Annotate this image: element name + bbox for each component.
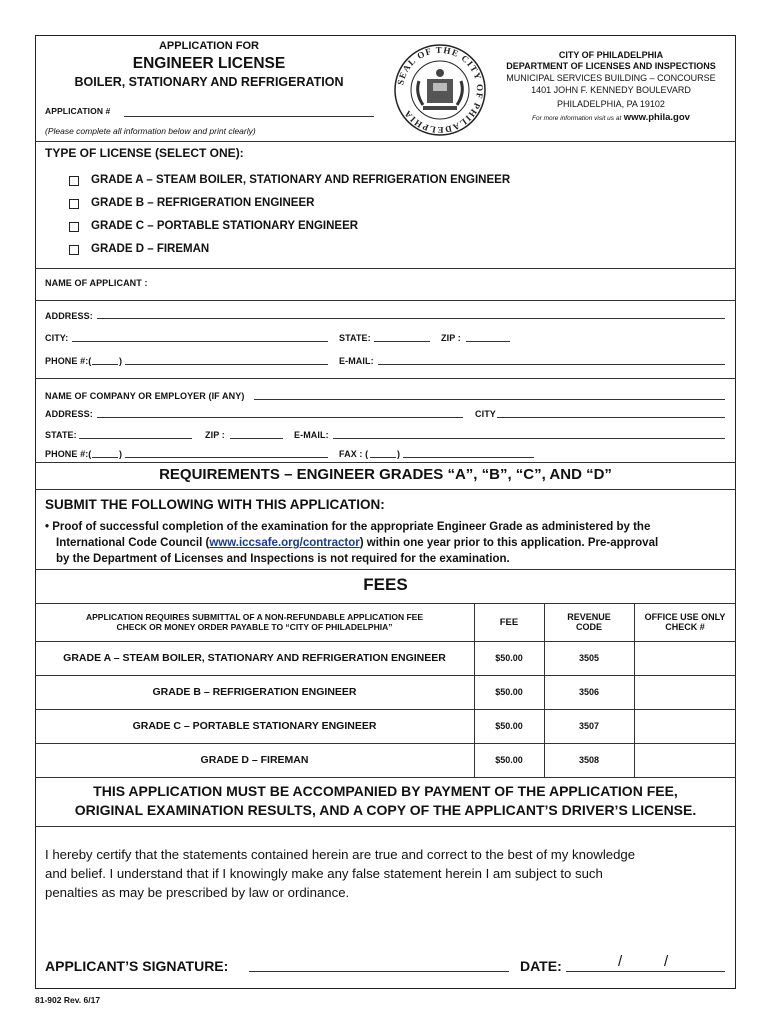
applicant-zip-label: ZIP : <box>441 333 461 343</box>
employer-fax-label: FAX : ( <box>339 449 369 459</box>
applicant-state-field[interactable] <box>374 341 430 342</box>
date-separator: / <box>618 953 623 970</box>
divider <box>35 268 736 269</box>
requirement-line2-pre: International Code Council ( <box>56 537 210 549</box>
city-state-zip: PHILADELPHIA, PA 19102 <box>557 99 665 109</box>
fees-header-office-line2: CHECK # <box>665 622 705 632</box>
fees-header-desc-line1: APPLICATION REQUIRES SUBMITTAL OF A NON-REFUNDABLE APPLICATION FEE <box>85 612 423 622</box>
grade-b-checkbox[interactable] <box>69 199 79 209</box>
divider <box>35 141 736 142</box>
department-name: DEPARTMENT OF LICENSES AND INSPECTIONS <box>506 61 716 71</box>
applicant-email-label: E-MAIL: <box>339 356 374 366</box>
employer-fax-area-field[interactable] <box>370 457 396 458</box>
grade-c-checkbox[interactable] <box>69 222 79 232</box>
divider <box>35 826 736 827</box>
signature-field[interactable] <box>249 971 509 972</box>
street-address: 1401 JOHN F. KENNEDY BOULEVARD <box>531 85 691 95</box>
fee-row-check-field[interactable] <box>634 709 736 743</box>
grade-b-option: GRADE B – REFRIGERATION ENGINEER <box>91 197 315 209</box>
application-number-label: APPLICATION # <box>45 106 111 116</box>
fee-row-grade: GRADE B – REFRIGERATION ENGINEER <box>152 686 357 698</box>
notice-line2: ORIGINAL EXAMINATION RESULTS, AND A COPY OF THE APPLICANT’S DRIVER’S LICENSE. <box>74 802 697 818</box>
applicant-phone-close: ) <box>119 356 123 366</box>
notice-line1: THIS APPLICATION MUST BE ACCOMPANIED BY PAYMENT OF THE APPLICATION FEE, <box>93 783 678 799</box>
requirements-heading: REQUIREMENTS – ENGINEER GRADES “A”, “B”, “C”, AND “D” <box>159 466 612 483</box>
city-name: CITY OF PHILADELPHIA <box>558 50 664 60</box>
info-prefix: For more information visit us at <box>532 115 622 122</box>
fees-header-revenue-line2: CODE <box>575 622 602 632</box>
fee-row-amount: $50.00 <box>495 755 523 765</box>
license-type-heading: TYPE OF LICENSE (SELECT ONE): <box>45 146 244 160</box>
svg-text:SEAL OF THE CITY OF PHILADELPH: SEAL OF THE CITY OF PHILADELPHIA <box>395 44 486 136</box>
building-name: MUNICIPAL SERVICES BUILDING – CONCOURSE <box>506 73 716 83</box>
form-subtitle: BOILER, STATIONARY AND REFRIGERATION <box>74 75 344 89</box>
fee-row-check-field[interactable] <box>634 675 736 709</box>
applicant-state-label: STATE: <box>339 333 371 343</box>
employer-phone-area-field[interactable] <box>92 457 118 458</box>
website-link[interactable]: www.phila.gov <box>623 112 690 123</box>
employer-email-field[interactable] <box>333 438 725 439</box>
date-field[interactable] <box>566 971 725 972</box>
divider <box>35 300 736 301</box>
employer-phone-label: PHONE #:( <box>45 449 92 459</box>
requirement-line1: Proof of successful completion of the examination for the appropriate Engineer Grade as administered by the <box>52 521 651 533</box>
applicant-address-field[interactable] <box>97 318 725 319</box>
bullet-icon: • <box>45 521 50 533</box>
fees-heading: FEES <box>363 575 408 594</box>
form-title: ENGINEER LICENSE <box>132 55 286 72</box>
info-line <box>490 112 732 123</box>
date-label: DATE: <box>520 958 562 974</box>
employer-city-field[interactable] <box>497 417 725 418</box>
submit-heading: SUBMIT THE FOLLOWING WITH THIS APPLICATION: <box>45 497 385 512</box>
applicant-city-field[interactable] <box>72 341 328 342</box>
fee-row-code: 3507 <box>578 721 600 731</box>
grade-d-option: GRADE D – FIREMAN <box>91 243 210 255</box>
divider <box>35 777 736 778</box>
certification-line3: penalties as may be prescribed by law or ordinance. <box>45 885 350 900</box>
employer-address-label: ADDRESS: <box>45 409 93 419</box>
fees-header-office <box>634 603 736 641</box>
certification-line2: and belief. I understand that if I knowingly make any false statement herein I am subject to such <box>45 866 603 881</box>
applicant-email-field[interactable] <box>378 364 725 365</box>
grade-a-checkbox[interactable] <box>69 176 79 186</box>
form-number: 81-902 Rev. 6/17 <box>35 995 101 1005</box>
applicant-phone-field[interactable] <box>125 364 328 365</box>
fee-row-grade: GRADE C – PORTABLE STATIONARY ENGINEER <box>132 720 377 732</box>
fees-header-revenue-line1: REVENUE <box>567 612 611 622</box>
requirement-line3: by the Department of Licenses and Inspections is not required for the examination. <box>56 553 510 565</box>
applicant-zip-field[interactable] <box>466 341 510 342</box>
requirement-line2-post: ) within one year prior to this application. Pre-approval <box>359 537 659 549</box>
fees-header-revenue <box>544 603 634 641</box>
fee-row-grade: GRADE D – FIREMAN <box>200 754 309 766</box>
date-separator: / <box>664 953 669 970</box>
company-name-field[interactable] <box>254 399 725 400</box>
employer-fax-field[interactable] <box>403 457 534 458</box>
applicant-city-label: CITY: <box>45 333 69 343</box>
requirement-bullet <box>45 521 650 533</box>
divider <box>35 462 736 463</box>
applicant-name-label: NAME OF APPLICANT : <box>45 278 148 288</box>
application-number-field[interactable] <box>124 116 374 117</box>
requirement-line2 <box>56 537 658 549</box>
application-for-label: APPLICATION FOR <box>158 40 259 52</box>
employer-address-field[interactable] <box>97 417 463 418</box>
divider <box>35 489 736 490</box>
employer-state-label: STATE: <box>45 430 77 440</box>
applicant-phone-area-field[interactable] <box>92 364 118 365</box>
fees-header-description <box>35 603 474 641</box>
certification-line1: I hereby certify that the statements contained herein are true and correct to the best of my knowledge <box>45 847 636 862</box>
city-seal-icon <box>393 43 487 137</box>
fee-row-code: 3506 <box>578 687 600 697</box>
fee-row-amount: $50.00 <box>495 653 523 663</box>
divider <box>35 378 736 379</box>
iccsafe-link[interactable]: www.iccsafe.org/contractor <box>209 537 360 549</box>
grade-d-checkbox[interactable] <box>69 245 79 255</box>
instruction-text: (Please complete all information below and print clearly) <box>45 126 256 136</box>
employer-phone-field[interactable] <box>125 457 328 458</box>
grade-a-option: GRADE A – STEAM BOILER, STATIONARY AND REFRIGERATION ENGINEER <box>91 174 511 186</box>
fees-header-desc-line2: CHECK OR MONEY ORDER PAYABLE TO “CITY OF PHILADELPHIA” <box>116 622 393 632</box>
signature-label: APPLICANT’S SIGNATURE: <box>45 958 229 974</box>
company-name-label: NAME OF COMPANY OR EMPLOYER (IF ANY) <box>45 391 245 401</box>
employer-state-field[interactable] <box>79 438 192 439</box>
fee-row-amount: $50.00 <box>495 687 523 697</box>
divider <box>35 569 736 570</box>
fee-row-grade: GRADE A – STEAM BOILER, STATIONARY AND REFRIGERATION ENGINEER <box>63 652 446 664</box>
fees-header-office-line1: OFFICE USE ONLY <box>644 612 726 622</box>
applicant-phone-label: PHONE #:( <box>45 356 92 366</box>
employer-city-label: CITY <box>475 409 496 419</box>
employer-zip-field[interactable] <box>230 438 283 439</box>
employer-email-label: E-MAIL: <box>294 430 329 440</box>
applicant-address-label: ADDRESS: <box>45 311 93 321</box>
fee-row-code: 3505 <box>578 653 600 663</box>
fee-row-check-field[interactable] <box>634 743 736 777</box>
fee-row-code: 3508 <box>578 755 600 765</box>
fees-header-fee: FEE <box>499 616 519 628</box>
fee-row-amount: $50.00 <box>495 721 523 731</box>
employer-fax-close: ) <box>397 449 401 459</box>
fee-row-check-field[interactable] <box>634 641 736 675</box>
grade-c-option: GRADE C – PORTABLE STATIONARY ENGINEER <box>91 220 359 232</box>
employer-phone-close: ) <box>119 449 123 459</box>
employer-zip-label: ZIP : <box>205 430 225 440</box>
